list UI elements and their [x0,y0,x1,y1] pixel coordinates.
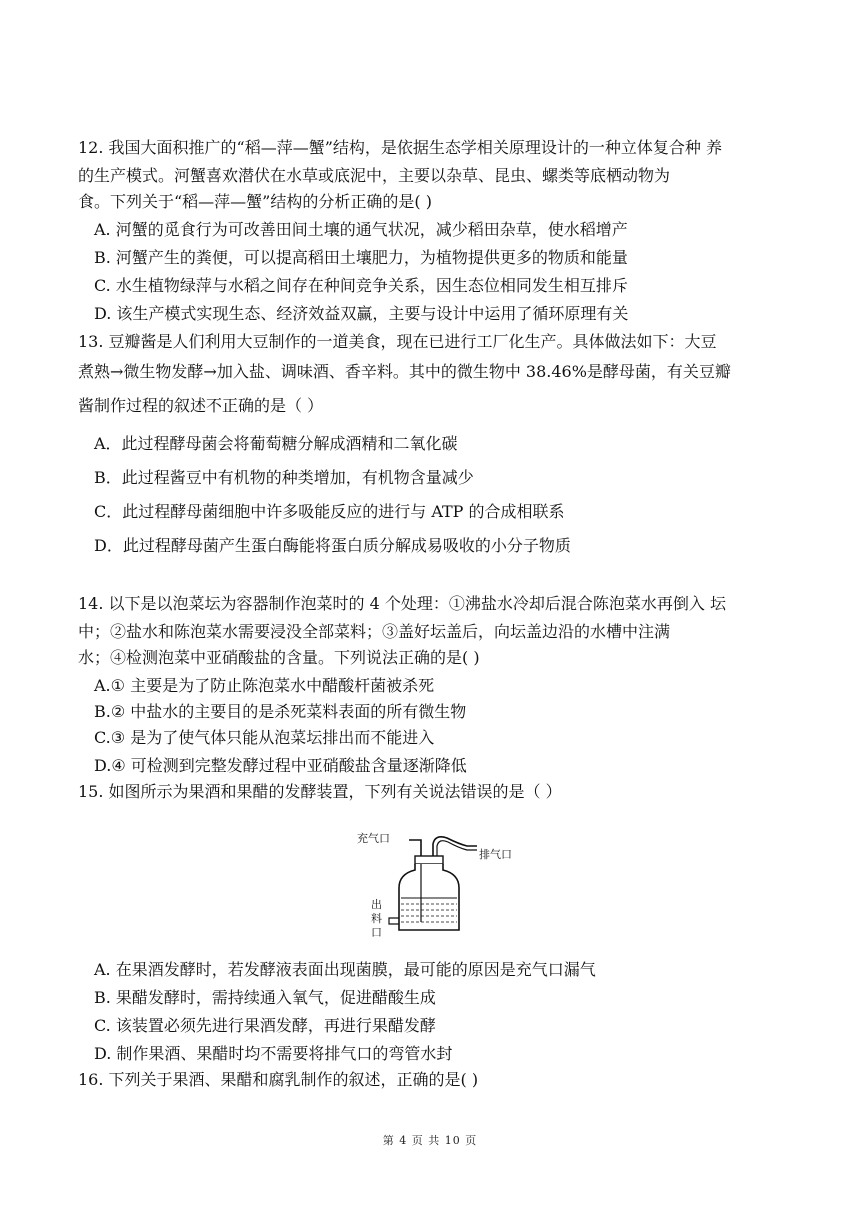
q15-option-b: B. 果醋发酵时，需持续通入氧气，促进醋酸生成 [94,988,436,1007]
q12-option-b: B. 河蟹产生的粪便，可以提高稻田土壤肥力，为植物提供更多的物质和能量 [94,248,628,267]
q15-option-d: D. 制作果酒、果醋时均不需要将排气口的弯管水封 [94,1044,453,1063]
q14-option-a: A.① 主要是为了防止陈泡菜水中醋酸杆菌被杀死 [94,676,435,695]
drain-label-2: 料 [371,912,382,925]
q16-stem-line1: 16. 下列关于果酒、果醋和腐乳制作的叙述，正确的是( ) [78,1070,479,1089]
q13-option-d: D．此过程酵母菌产生蛋白酶能将蛋白质分解成易吸收的小分子物质 [94,536,571,555]
q15-stem-line1: 15. 如图所示为果酒和果醋的发酵装置，下列有关说法错误的是（ ） [78,782,562,801]
q14-stem-line3: 水；④检测泡菜中亚硝酸盐的含量。下列说法正确的是( ) [78,648,480,667]
page-number-footer: 第 4 页 共 10 页 [382,1134,478,1147]
q14-option-d: D.④ 可检测到完整发酵过程中亚硝酸盐含量逐渐降低 [94,756,467,775]
q13-option-c: C．此过程酵母菌细胞中许多吸能反应的进行与 ATP 的合成相联系 [94,502,565,521]
q12-option-d: D. 该生产模式实现生态、经济效益双赢，主要与设计中运用了循环原理有关 [94,304,629,323]
q14-option-b: B.② 中盐水的主要目的是杀死菜料表面的所有微生物 [94,702,467,721]
q14-option-c: C.③ 是为了使气体只能从泡菜坛排出而不能进入 [94,728,435,747]
q12-option-a: A. 河蟹的觅食行为可改善田间土壤的通气状况，减少稻田杂草，使水稻增产 [94,220,628,239]
q12-stem-line2: 的生产模式。河蟹喜欢潜伏在水草或底泥中，主要以杂草、昆虫、螺类等底栖动物为 [78,166,671,185]
q13-stem-line2: 煮熟→微生物发酵→加入盐、调味酒、香辛料。其中的微生物中 38.46%是酵母菌，有关豆瓣 [78,362,731,381]
q12-stem-line1: 12. 我国大面积推广的“稻—萍—蟹”结构，是依据生态学相关原理设计的一种立体复合种 养 [78,138,722,157]
q14-stem-line2: 中；②盐水和陈泡菜水需要浸没全部菜料；③盖好坛盖后，向坛盖边沿的水槽中注满 [78,622,671,641]
q14-stem-line1: 14. 以下是以泡菜坛为容器制作泡菜时的 4 个处理：①沸盐水冷却后混合陈泡菜水再倒入 坛 [78,594,726,613]
drain-label-1: 出 [371,898,382,911]
q12-stem-line3: 食。下列关于“稻—萍—蟹”结构的分析正确的是( ) [78,192,432,211]
outlet-label: 排气口 [479,848,512,861]
inlet-label: 充气口 [357,832,390,845]
q15-option-a: A. 在果酒发酵时，若发酵液表面出现菌膜，最可能的原因是充气口漏气 [94,960,596,979]
q12-option-c: C. 水生植物绿萍与水稻之间存在种间竞争关系，因生态位相同发生相互排斥 [94,276,628,295]
q13-stem-line3: 酱制作过程的叙述不正确的是（ ） [78,396,324,415]
q15-option-c: C. 该装置必须先进行果酒发酵，再进行果醋发酵 [94,1016,436,1035]
q13-stem-line1: 13. 豆瓣酱是人们利用大豆制作的一道美食，现在已进行工厂化生产。具体做法如下：大豆 [78,332,717,351]
q13-option-b: B．此过程酱豆中有机物的种类增加，有机物含量减少 [94,468,474,487]
drain-label-3: 口 [371,926,382,938]
fermentation-apparatus-figure [355,826,535,938]
q13-option-a: A．此过程酵母菌会将葡萄糖分解成酒精和二氧化碳 [94,434,458,453]
